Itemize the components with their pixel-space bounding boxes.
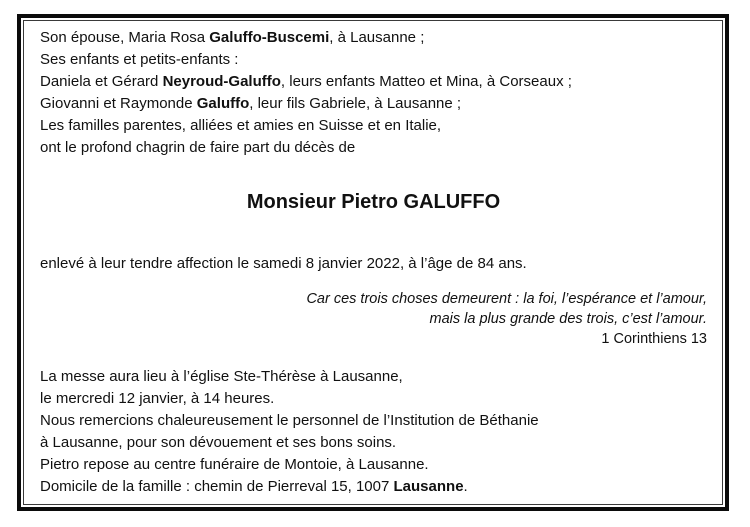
text-segment: Ses enfants et petits-enfants :: [40, 51, 239, 68]
family-line: [40, 93, 707, 115]
text-segment-bold: Galuffo: [196, 95, 250, 112]
details-line: [40, 410, 707, 432]
text-segment-bold: Neyroud-Galuffo: [162, 73, 281, 90]
text-segment-bold: Galuffo-Buscemi: [209, 29, 330, 46]
text-segment: le mercredi 12 janvier, à 14 heures.: [40, 390, 275, 407]
text-segment: Les familles parentes, alliées et amies en Suisse et en Italie,: [40, 117, 442, 134]
details-line: [40, 476, 707, 498]
quote-line-2: mais la plus grande des trois, c’est l’amour.: [429, 311, 707, 327]
text-segment: Giovanni et Raymonde: [40, 95, 197, 112]
details-line: [40, 366, 707, 388]
notice-content: [23, 20, 723, 505]
family-line: [40, 27, 707, 49]
details-block: [40, 366, 707, 498]
text-segment: , leurs enfants Matteo et Mina, à Corseaux ;: [280, 73, 572, 90]
details-line: [40, 454, 707, 476]
text-segment-bold: Lausanne: [393, 478, 464, 495]
text-segment: Daniela et Gérard: [40, 73, 163, 90]
text-segment: Domicile de la famille : chemin de Pierreval 15, 1007: [40, 478, 394, 495]
text-segment: , leur fils Gabriele, à Lausanne ;: [249, 95, 462, 112]
notice-frame: [17, 14, 729, 511]
text-segment: , à Lausanne ;: [329, 29, 425, 46]
details-line: [40, 432, 707, 454]
family-line: [40, 49, 707, 71]
text-segment: .: [463, 478, 468, 495]
text-segment: à Lausanne, pour son dévouement et ses bons soins.: [40, 434, 397, 451]
death-line: enlevé à leur tendre affection le samedi 8 janvier 2022, à l’âge de 84 ans.: [40, 255, 527, 272]
quote-line-1: Car ces trois choses demeurent : la foi, l’espérance et l’amour,: [306, 291, 707, 307]
family-line: [40, 137, 707, 159]
scripture-quote: [40, 289, 707, 349]
text-segment: Pietro repose au centre funéraire de Montoie, à Lausanne.: [40, 456, 429, 473]
family-block: [40, 27, 707, 159]
text-segment: ont le profond chagrin de faire part du décès de: [40, 139, 356, 156]
text-segment: Son épouse, Maria Rosa: [40, 29, 210, 46]
family-line: [40, 71, 707, 93]
deceased-name-title: Monsieur Pietro GALUFFO: [246, 191, 501, 213]
quote-reference: 1 Corinthiens 13: [601, 331, 707, 347]
text-segment: Nous remercions chaleureusement le personnel de l’Institution de Béthanie: [40, 412, 539, 429]
text-segment: La messe aura lieu à l’église Ste-Thérèse à Lausanne,: [40, 368, 403, 385]
details-line: [40, 388, 707, 410]
family-line: [40, 115, 707, 137]
